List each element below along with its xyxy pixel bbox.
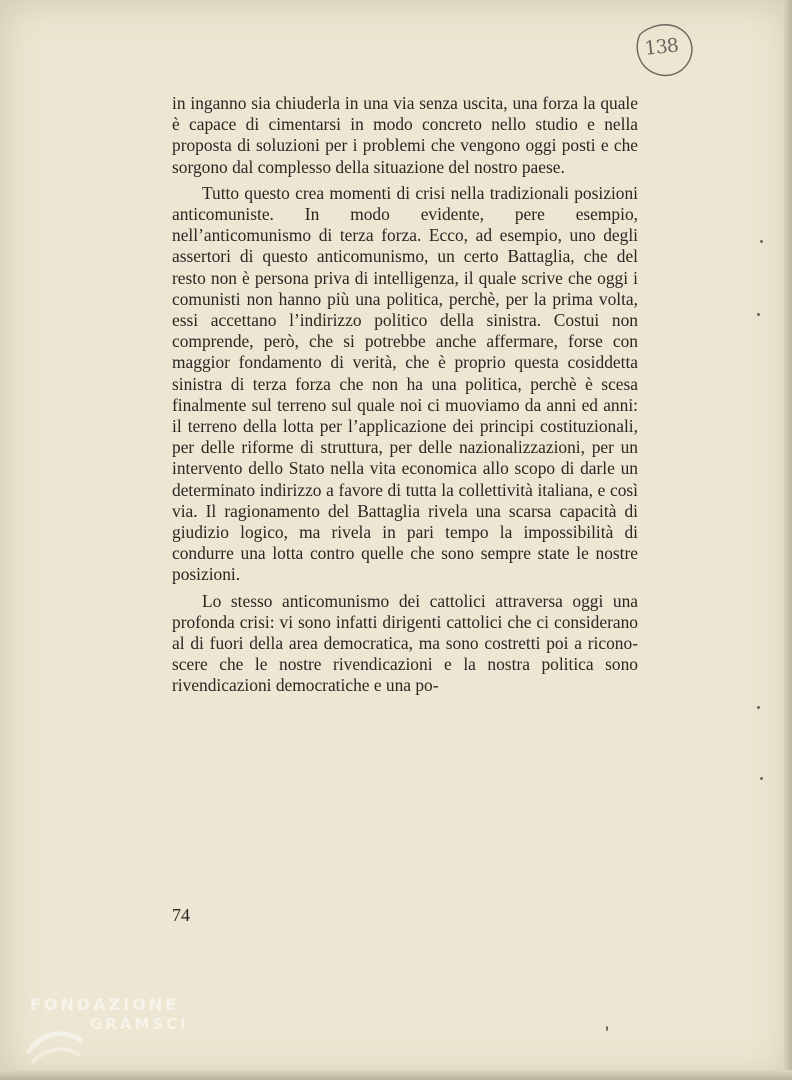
margin-mark (757, 706, 760, 709)
page-number: 74 (172, 905, 190, 925)
watermark-line-2: GRAMSCI (90, 1015, 189, 1033)
paragraph-3: Lo stesso anticomunismo dei cattolici attraversa oggi una profonda crisi: vi sono infatti dirigenti cattolici che ci considerano al di fuori della area democratica, ma sono costretti poi a riconoscere che le nostre rivendicazioni e la nostra politica sono rivendicazioni democratiche e una po- (172, 590, 638, 696)
archive-number-annotation (629, 19, 697, 83)
watermark-line-1: FONDAZIONE (30, 995, 180, 1014)
archive-number-text: 138 (643, 34, 679, 60)
margin-mark (606, 1026, 608, 1031)
page-edge-right (784, 0, 792, 1080)
foundation-watermark (20, 995, 240, 1065)
paragraph-1: in inganno sia chiuderla in una via senza uscita, una forza la quale è capace di cimentarsi in modo concreto nello studio e nella proposta di soluzioni per i problemi che vengono oggi posti e che sorgono dal complesso della situazione del nostro paese. (172, 93, 638, 177)
body-text (172, 93, 638, 702)
margin-mark (757, 313, 760, 316)
watermark-logo-icon (20, 1013, 90, 1068)
margin-mark (760, 240, 763, 243)
margin-mark (760, 777, 763, 780)
paragraph-2: Tutto questo crea momenti di crisi nella tradizionali posizioni anticomuniste. In modo evidente, pere esempio, nell’anticomunismo di terza forza. Ecco, ad esempio, uno degli assertori di questo anticomunismo, un certo Battaglia, che del resto non è persona priva di intelligenza, il quale scrive che oggi i comunisti non hanno più una politica, perchè, per la prima volta, essi accettano l’indirizzo politico della sinistra. Costui non comprende, però, che si potrebbe anche affermare, forse con maggior fondamento di verità, che è proprio questa cosiddetta sinistra di terza forza che non ha una politica, perchè è scesa finalmente sul terreno sul quale noi ci muoviamo da anni ed anni: il terreno della lotta per l’applicazione dei principi costituzionali, per delle riforme di struttura, per delle nazionalizzazioni, per un intervento dello Stato nella vita economica allo scopo di darle un determinato indirizzo a favore di tutta la collettività italiana, e così via. Il ragionamento del Battaglia rivela una scarsa capacità di giudizio logico, ma rivela in pari tempo la impossibilità di condurre una lotta contro quelle che sono sempre state le nostre posizioni. (172, 182, 638, 585)
page-edge-bottom (0, 1070, 792, 1080)
